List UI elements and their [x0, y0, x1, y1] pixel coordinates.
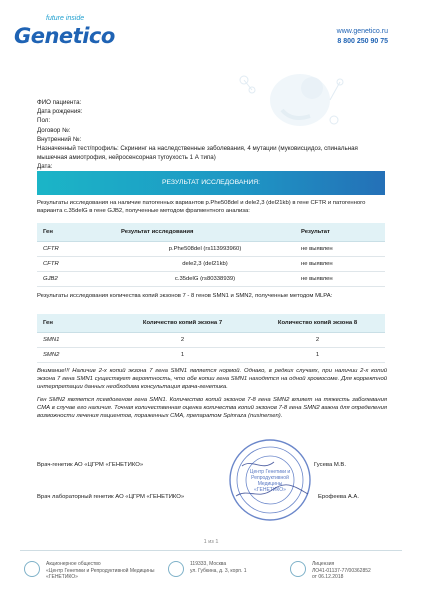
gene-cell: GJB2 [37, 271, 115, 286]
variant-cell: c.35delG (rs80338939) [115, 271, 295, 286]
patient-fio-label: ФИО пациента: [37, 99, 82, 106]
fragment-analysis-intro: Результаты исследования на наличие патогенных вариантов p.Phe508del и dele2,3 (del21kb) в гене CFTR и патогенного варианта c.35delG в гене GJB2, полученные методом фрагментного анализа: [37, 200, 366, 215]
footer-license [312, 561, 371, 581]
exon8-copies-cell: 2 [250, 332, 385, 347]
variant-cell: dele2,3 (del21kb) [115, 256, 295, 271]
table-row [37, 256, 385, 271]
footer-divider [20, 550, 402, 551]
patient-sex-label: Пол: [37, 117, 51, 125]
gene-cell: CFTR [37, 241, 115, 256]
genetico-logo [14, 14, 144, 48]
patient-info [37, 98, 358, 172]
footer-company [46, 561, 154, 581]
organization-stamp [228, 438, 312, 522]
logo-tagline: future inside [46, 15, 85, 22]
doctor-name: Гусева М.В. [314, 462, 346, 468]
assigned-test: Назначенный тест/профиль: Скрининг на наследственные заболевания, 4 мутации (муковисцидоз, спинальная мышечная амиотрофия, нейросенсорная тугоухость 1 А типа) [37, 145, 358, 162]
gene-cell: SMN1 [37, 332, 115, 347]
exon8-copies-cell: 1 [250, 347, 385, 362]
table-row [37, 347, 385, 362]
smn2-note: Ген SMN2 является псевдогеном гена SMN1. Количество копий экзонов 7-8 гена SMN2 влияет на тяжесть заболевания СМА в случае его наличия. Точная количественная оценка количества копий экзонов 7-8 гена SMN2 важна для определения возможности лечения пациентов, пораженных СМА, препаратом Spinraza (nusinersen). [37, 397, 387, 419]
phone-number[interactable]: 8 800 250 90 75 [337, 38, 388, 45]
footer-license-line: от 06.12.2018 [312, 574, 344, 581]
patient-dob-label: Дата рождения: [37, 108, 83, 116]
footer-company-line: Акционерное общество [46, 561, 101, 567]
internal-number-label: Внутренний №: [37, 135, 82, 143]
footer-company-line: «Центр Генетики и Репродуктивной Медицины [46, 567, 155, 574]
footer-address-line: 119333, Москва [190, 561, 227, 567]
exon7-copies-cell: 1 [115, 347, 250, 362]
stamp-line: «ГЕНЕТИКО» [254, 487, 286, 493]
page-number: 1 из 1 [203, 539, 219, 545]
result-cell: не выявлен [295, 256, 385, 271]
footer-address [190, 561, 247, 574]
column-header-result: Результат [295, 223, 385, 241]
mlpa-copy-number-table [37, 314, 385, 363]
website-link[interactable]: www.genetico.ru [336, 28, 388, 35]
column-header-gene: Ген [37, 223, 115, 241]
logo-wordmark: Genetico [14, 24, 115, 48]
footer-license-line: Лицензия [312, 561, 335, 567]
column-header-gene: Ген [37, 314, 115, 332]
exon7-copies-cell: 2 [115, 332, 250, 347]
column-header-exon7: Количество копий экзона 7 [115, 314, 250, 332]
table-row [37, 271, 385, 286]
stamp-line: Центр Генетики и [249, 469, 291, 475]
license-icon [290, 561, 306, 577]
result-cell: не выявлен [295, 271, 385, 286]
fragment-analysis-table [37, 223, 385, 287]
table-row [37, 241, 385, 256]
date-label: Дата: [37, 163, 53, 171]
doctor-role: Врач-генетик АО «ЦГРМ «ГЕНЕТИКО» [37, 462, 144, 468]
company-icon [24, 561, 40, 577]
result-banner-title: РЕЗУЛЬТАТ ИССЛЕДОВАНИЯ: [161, 179, 261, 186]
lab-doctor-name: Ерофеева А.А. [318, 494, 359, 500]
mlpa-intro: Результаты исследования количества копий экзонов 7 - 8 генов SMN1 и SMN2, полученные методом MLPA: [37, 293, 333, 299]
footer-license-line: ЛО41-01137-77/00362852 [312, 567, 371, 574]
attention-note: Внимание!!! Наличие 2-х копий экзона 7 гена SMN1 является нормой. Однако, в редких случаях, при наличии 2-х копий экзона 7 гена SMN1 существует вероятность, что обе копии гена SMN1 находятся на одной хромосоме. Для корректной интерпретации данных необходима консультация врача-генетика. [37, 368, 387, 390]
stamp-line: Репродуктивной [251, 475, 289, 481]
result-cell: не выявлен [295, 241, 385, 256]
lab-doctor-role: Врач лабораторный генетик АО «ЦГРМ «ГЕНЕТИКО» [37, 494, 185, 500]
table-header-row [37, 314, 385, 332]
footer-company-line: «ГЕНЕТИКО» [46, 574, 78, 581]
footer-address-line: ул. Губкина, д. 3, корп. 1 [190, 567, 247, 574]
table-row [37, 332, 385, 347]
table-header-row [37, 223, 385, 241]
stamp-line: Медицины [257, 481, 283, 487]
location-icon [168, 561, 184, 577]
gene-cell: SMN2 [37, 347, 115, 362]
contract-number-label: Договор №: [37, 126, 71, 134]
result-banner [37, 171, 385, 195]
column-header-study-result: Результат исследования [115, 223, 295, 241]
column-header-exon8: Количество копий экзона 8 [250, 314, 385, 332]
gene-cell: CFTR [37, 256, 115, 271]
variant-cell: p.Phe508del (rs113993960) [115, 241, 295, 256]
